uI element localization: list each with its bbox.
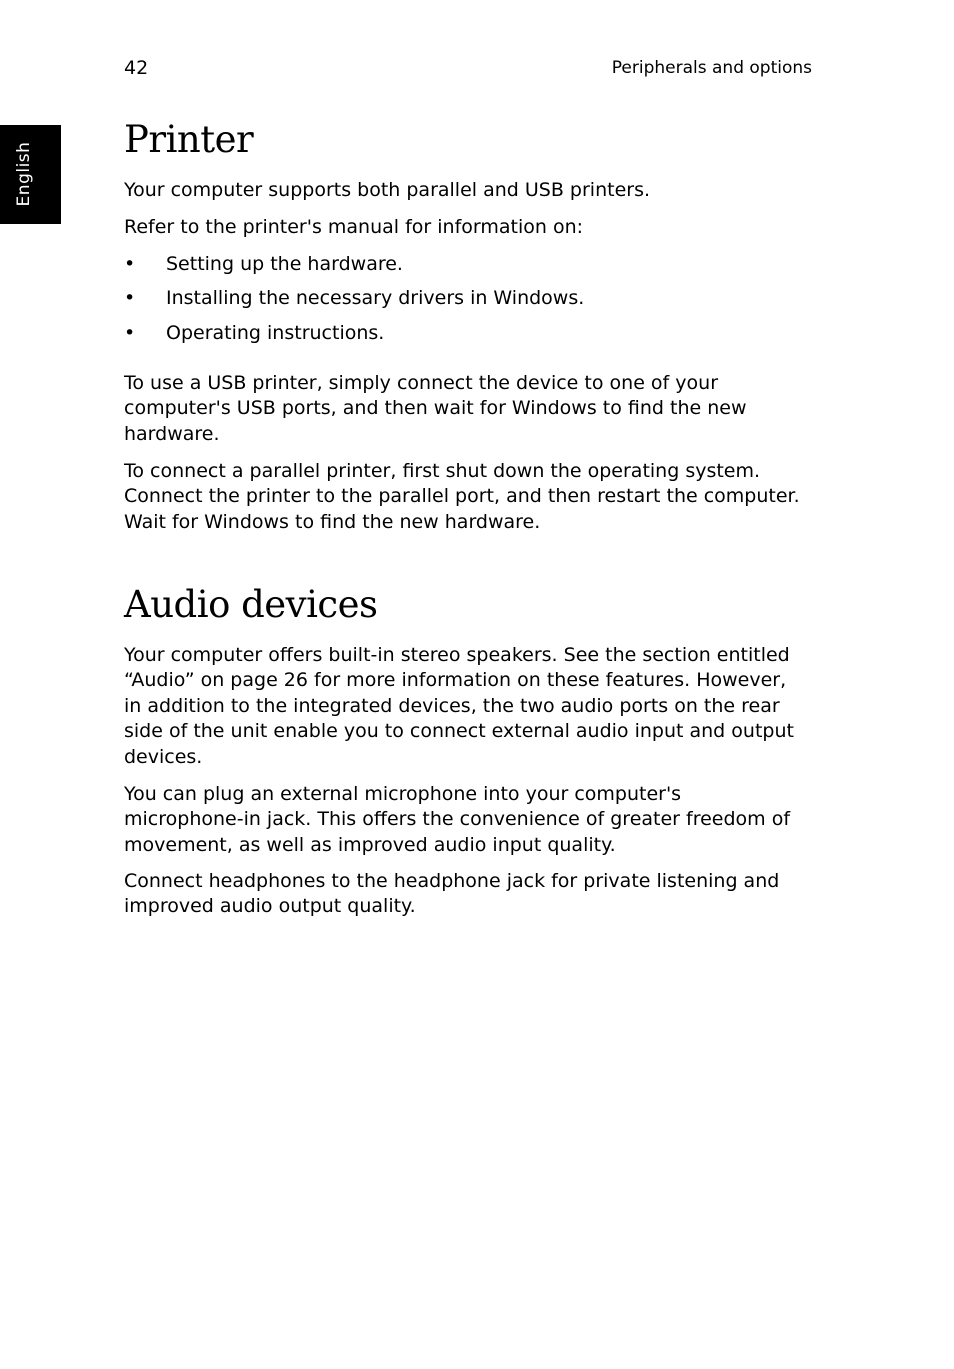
text-line: microphone-in jack. This offers the convenience of greater freedom of (124, 808, 791, 831)
text-line: computer's USB ports, and then wait for Windows to find the new (124, 397, 747, 420)
printer-refer: Refer to the printer's manual for information on: (124, 216, 584, 238)
bullet-symbol: • (124, 322, 136, 344)
text-line: in addition to the integrated devices, the two audio ports on the rear (124, 694, 780, 717)
printer-heading: Printer (124, 118, 254, 161)
headphones-paragraph (124, 869, 814, 920)
bullet-symbol: • (124, 287, 136, 309)
language-tab-label: English (14, 141, 34, 207)
text-line: “Audio” on page 26 for more information on these features. However, (124, 669, 787, 692)
text-line: movement, as well as improved audio input quality. (124, 833, 616, 856)
usb-printer-paragraph (124, 371, 814, 447)
text-line: You can plug an external microphone into your computer's (124, 783, 682, 805)
text-line: Wait for Windows to find the new hardware. (124, 510, 541, 533)
running-header: Peripherals and options (611, 58, 812, 78)
speakers-paragraph (124, 643, 814, 770)
text-line: side of the unit enable you to connect external audio input and output (124, 720, 794, 743)
text-line: To use a USB printer, simply connect the device to one of your (124, 372, 719, 394)
printer-intro: Your computer supports both parallel and USB printers. (124, 179, 651, 201)
bullet-text: Installing the necessary drivers in Windows. (166, 287, 585, 309)
microphone-paragraph (124, 782, 814, 858)
text-line: To connect a parallel printer, first shut down the operating system. (124, 460, 761, 482)
audio-heading: Audio devices (124, 583, 378, 626)
bullet-symbol: • (124, 253, 136, 275)
text-line: Connect headphones to the headphone jack for private listening and (124, 870, 780, 892)
text-line: Your computer offers built-in stereo speakers. See the section entitled (124, 644, 790, 666)
text-line: Connect the printer to the parallel port, and then restart the computer. (124, 485, 800, 508)
parallel-printer-paragraph (124, 459, 814, 535)
text-line: improved audio output quality. (124, 895, 416, 918)
text-line: devices. (124, 745, 203, 768)
bullet-text: Setting up the hardware. (166, 253, 403, 275)
text-line: hardware. (124, 422, 220, 445)
page-number: 42 (124, 57, 149, 79)
bullet-text: Operating instructions. (166, 322, 385, 344)
